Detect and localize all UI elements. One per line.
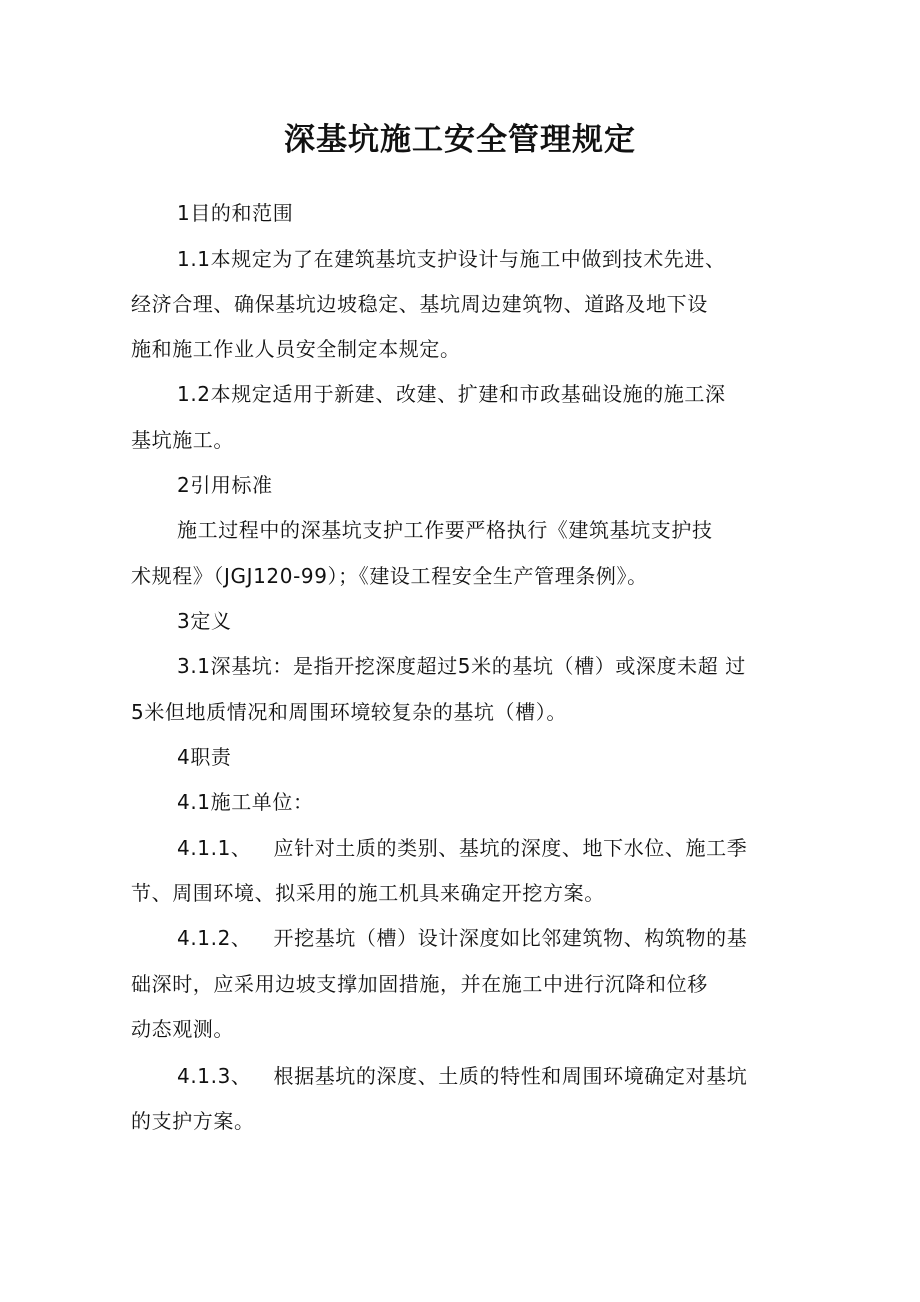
- paragraph-2-line-1: 施工过程中的深基坑支护工作要严格执行《建筑基坑支护技: [177, 518, 713, 542]
- heading-4-responsibilities: 4职责: [177, 745, 232, 769]
- clause-text: 开挖基坑（槽）设计深度如比邻建筑物、构筑物的基: [273, 926, 748, 950]
- clause-number: 4.1.1、: [177, 836, 252, 860]
- paragraph-4-1-2-line-2: 础深时，应采用边坡支撑加固措施，并在施工中进行沉降和位移: [131, 972, 708, 996]
- paragraph-1-1-line-1: 1.1本规定为了在建筑基坑支护设计与施工中做到技术先进、: [177, 247, 726, 271]
- paragraph-1-1-line-3: 施和施工作业人员安全制定本规定。: [131, 337, 461, 361]
- paragraph-4-1-3-line-1: [177, 1061, 747, 1091]
- paragraph-4-1-1-line-1: [177, 833, 747, 863]
- paragraph-1-1-line-2: 经济合理、确保基坑边坡稳定、基坑周边建筑物、道路及地下设: [131, 292, 708, 316]
- heading-2-references: 2引用标准: [177, 473, 273, 497]
- heading-1-purpose-scope: 1目的和范围: [177, 201, 294, 225]
- paragraph-2-line-2: 术规程》（JGJ120-99）；《建设工程安全生产管理条例》。: [131, 564, 648, 588]
- paragraph-3-1-line-1: 3.1深基坑：是指开挖深度超过5米的基坑（槽）或深度未超 过: [177, 654, 746, 678]
- clause-number: 4.1.2、: [177, 926, 252, 950]
- paragraph-4-1-3-line-2: 的支护方案。: [131, 1109, 255, 1133]
- paragraph-4-1-2-line-1: [177, 923, 747, 953]
- page-title: 深基坑施工安全管理规定: [284, 122, 636, 158]
- clause-number: 4.1.3、: [177, 1064, 252, 1088]
- clause-text: 根据基坑的深度、土质的特性和周围环境确定对基坑: [273, 1064, 748, 1088]
- paragraph-4-1-2-line-3: 动态观测。: [131, 1017, 234, 1041]
- paragraph-1-2-line-1: 1.2本规定适用于新建、改建、扩建和市政基础设施的施工深: [177, 382, 726, 406]
- heading-3-definitions: 3定义: [177, 609, 232, 633]
- clause-text: 应针对土质的类别、基坑的深度、地下水位、施工季: [273, 836, 748, 860]
- paragraph-3-1-line-2: 5米但地质情况和周围环境较复杂的基坑（槽）。: [131, 700, 567, 724]
- paragraph-1-2-line-2: 基坑施工。: [131, 428, 234, 452]
- heading-4-1-construction-unit: 4.1施工单位：: [177, 790, 314, 814]
- paragraph-4-1-1-line-2: 节、周围环境、拟采用的施工机具来确定开挖方案。: [131, 881, 605, 905]
